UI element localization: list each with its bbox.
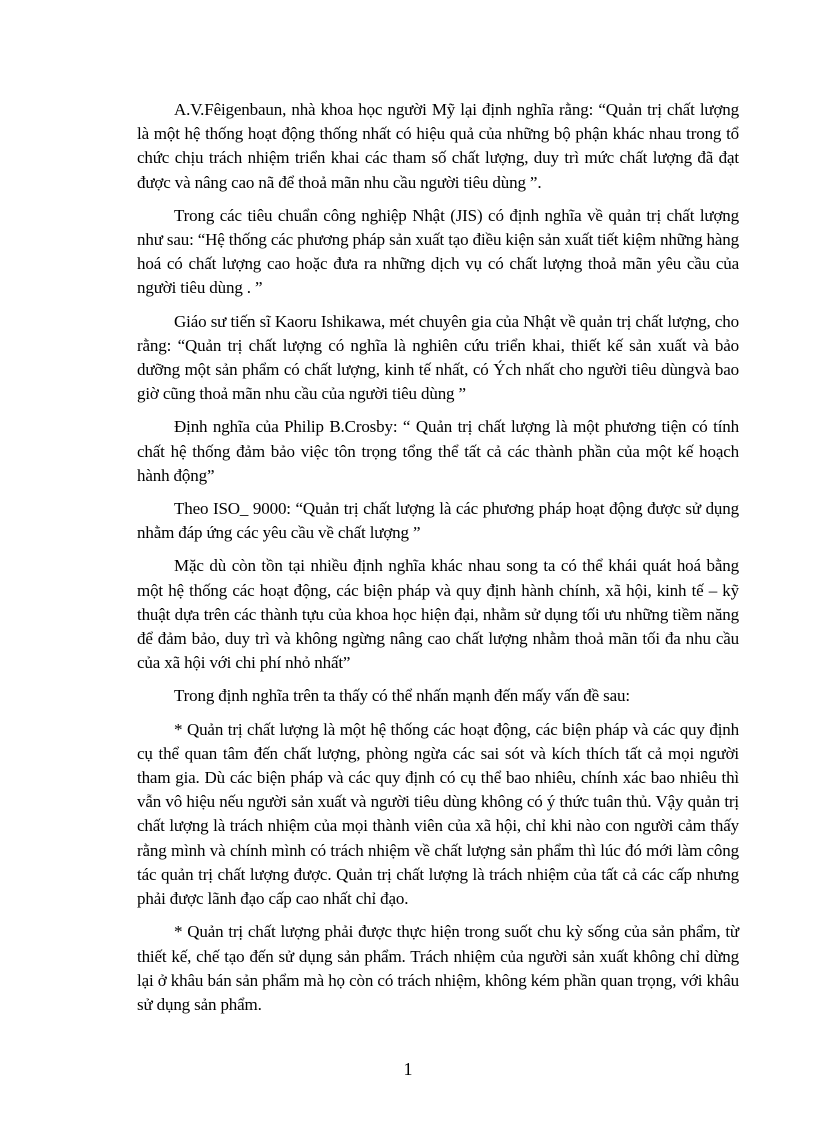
bullet-paragraph-system: * Quản trị chất lượng là một hệ thống các hoạt động, các biện pháp và các quy định cụ thể quan tâm đến chất lượng, phòng ngừa các sai sót và kích thích tất cả mọi người tham gia. Dù các biện pháp và các quy định có cụ thể bao nhiêu, chính xác bao nhiêu thì vẫn vô hiệu nếu người sản xuất và người tiêu dùng không có ý thức tuân thủ. Vậy quản trị chất lượng là trách nhiệm của mọi thành viên của xã hội, chỉ khi nào con người cảm thấy rằng mình và chính mình có trách nhiệm về chất lượng sản phẩm thì lúc đó mới làm công tác quản trị chất lượng được. Quản trị chất lượng là trách nhiệm của tất cả các cấp nhưng phải được lãnh đạo cấp cao nhất chỉ đạo. <box>137 719 739 909</box>
paragraph-feigenbaum-definition: A.V.Fêigenbaun, nhà khoa học người Mỹ lại định nghĩa rằng: “Quản trị chất lượng là một hệ thống hoạt động thống nhất có hiệu quả của những bộ phận khác nhau trong tổ chức chịu trách nhiệm triển khai các tham số chất lượng, duy trì mức chất lượng đã đạt được và nâng cao nã để thoả mãn nhu cầu người tiêu dùng ”. <box>137 100 739 192</box>
document-body <box>137 98 739 1026</box>
paragraph-iso-definition: Theo ISO_ 9000: “Quản trị chất lượng là các phương pháp hoạt động được sử dụng nhằm đáp ứng các yêu cầu về chất lượng ” <box>137 499 739 543</box>
page-number: 1 <box>403 1059 413 1079</box>
bullet-paragraph-lifecycle: * Quản trị chất lượng phải được thực hiện trong suốt chu kỳ sống của sản phẩm, từ thiết kế, chế tạo đến sử dụng sản phẩm. Trách nhiệm của người sản xuất không chỉ dừng lại ở khâu bán sản phẩm mà họ còn có trách nhiệm, không kém phần quan trọng, với khâu sử dụng sản phẩm. <box>137 922 739 1014</box>
paragraph-ishikawa-definition: Giáo sư tiến sĩ Kaoru Ishikawa, mét chuyên gia của Nhật về quản trị chất lượng, cho rằng: “Quản trị chất lượng có nghĩa là nghiên cứu triển khai, thiết kế sản xuất và bảo dưỡng một sản phẩm có chất lượng, kinh tế nhất, có Ých nhất cho người tiêu dùngvà bao giờ cũng thoả mãn nhu cầu của người tiêu dùng ” <box>137 311 739 404</box>
paragraph-crosby-definition: Định nghĩa của Philip B.Crosby: “ Quản trị chất lượng là một phương tiện có tính chất hệ thống đảm bảo việc tôn trọng tổng thể tất cả các thành phần của một kế hoạch hành động” <box>137 417 739 485</box>
paragraph-jis-definition: Trong các tiêu chuẩn công nghiệp Nhật (JIS) có định nghĩa về quản trị chất lượng như sau: “Hệ thống các phương pháp sản xuất tạo điều kiện sản xuất tiết kiệm những hàng hoá có chất lượng cao hoặc đưa ra những dịch vụ có chất lượng thoả mãn yêu cầu của người tiêu dùng . ” <box>137 205 739 298</box>
paragraph-general-definition: Mặc dù còn tồn tại nhiều định nghĩa khác nhau song ta có thể khái quát hoá bằng một hệ thống các hoạt động, các biện pháp và quy định hành chính, xã hội, kinh tế – kỹ thuật dựa trên các thành tựu của khoa học hiện đại, nhằm sử dụng tối ưu những tiềm năng để đảm bảo, duy trì và không ngừng nâng cao chất lượng nhằm thoả mãn tối đa nhu cầu của xã hội với chi phí nhỏ nhất” <box>137 556 739 673</box>
paragraph-emphasis-intro: Trong định nghĩa trên ta thấy có thể nhấn mạnh đến mấy vấn đề sau: <box>174 686 630 706</box>
